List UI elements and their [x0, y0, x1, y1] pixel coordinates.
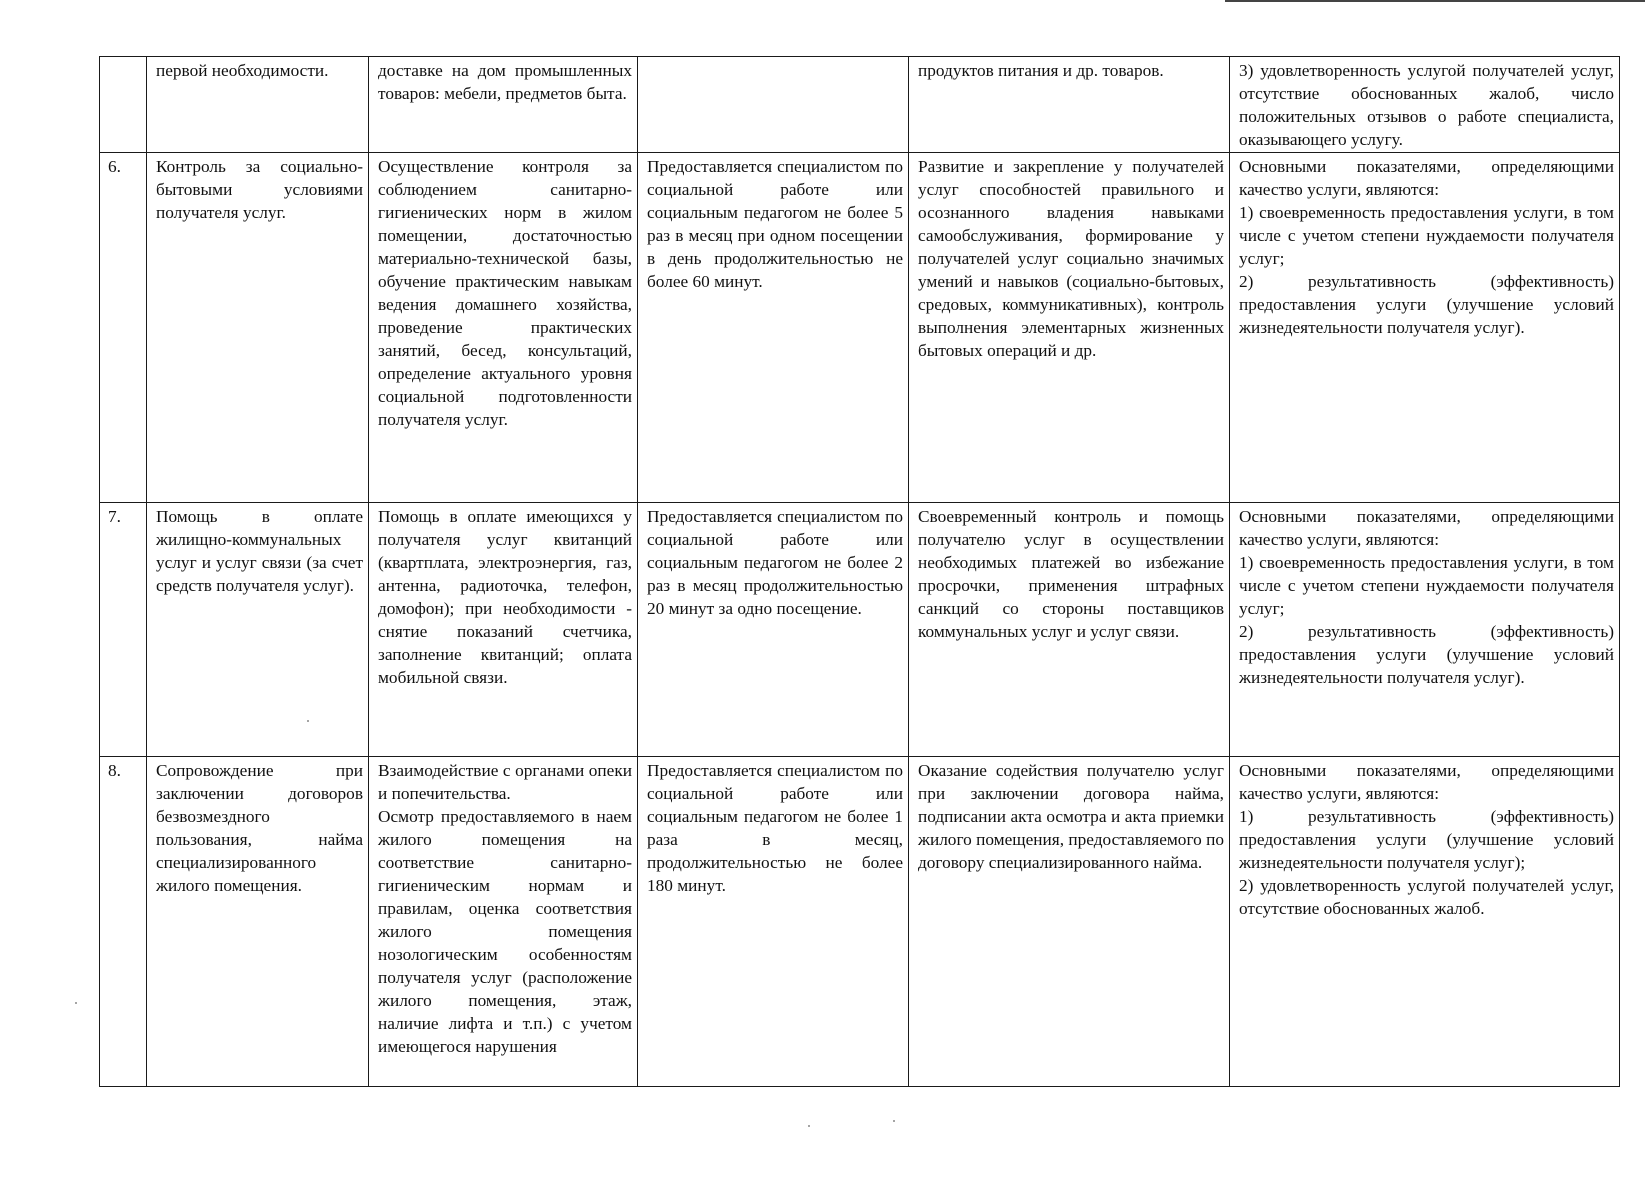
table-row	[100, 153, 1620, 503]
service-name: Помощь в оплате жилищно-коммунальных услуг и услуг связи (за счет средств получателя услуг).	[147, 503, 369, 757]
table-row	[100, 57, 1620, 153]
service-result: Своевременный контроль и помощь получателю услуг в осуществлении необходимых платежей во избежание просрочки, применения штрафных санкций со стороны поставщиков коммунальных услуг и услуг связи.	[909, 503, 1230, 757]
service-content: доставке на дом промышленных товаров: мебели, предметов быта.	[369, 57, 638, 153]
scan-speck	[808, 1125, 810, 1127]
scan-speck	[75, 1002, 77, 1004]
service-frequency: Предоставляется специалистом по социальной работе или социальным педагогом не более 2 раз в месяц продолжительностью 20 минут за одно посещение.	[638, 503, 909, 757]
service-content: Взаимодействие с органами опеки и попечительства. Осмотр предоставляемого в наем жилого помещения на соответствие санитарно-гигиеническим нормам и правилам, оценка соответствия жилого помещения нозологическим особенностям получателя услуг (расположение жилого помещения, этаж, наличие лифта и т.п.) с учетом имеющегося нарушения	[369, 757, 638, 1087]
service-quality: Основными показателями, определяющими качество услуги, являются: 1) своевременность предоставления услуги, в том числе с учетом степени нуждаемости получателя услуг; 2) результативность (эффективность) предоставления услуги (улучшение условий жизнедеятельности получателя услуг).	[1230, 503, 1620, 757]
scan-speck	[307, 720, 309, 722]
row-number	[100, 57, 147, 153]
service-result: Оказание содействия получателю услуг при заключении договора найма, подписании акта осмотра и акта приемки жилого помещения, предоставляемого по договору специализированного найма.	[909, 757, 1230, 1087]
service-name: Сопровождение при заключении договоров безвозмездного пользования, найма специализированного жилого помещения.	[147, 757, 369, 1087]
service-content: Помощь в оплате имеющихся у получателя услуг квитанций (квартплата, электроэнергия, газ, антенна, радиоточка, телефон, домофон); при необходимости - снятие показаний счетчика, заполнение квитанций; оплата мобильной связи.	[369, 503, 638, 757]
row-number: 7.	[100, 503, 147, 757]
row-number: 6.	[100, 153, 147, 503]
service-quality: 3) удовлетворенность услугой получателей услуг, отсутствие обоснованных жалоб, число положительных отзывов о работе специалиста, оказывающего услугу.	[1230, 57, 1620, 153]
services-table	[99, 56, 1620, 1087]
table-row	[100, 757, 1620, 1087]
service-name: Контроль за социально-бытовыми условиями получателя услуг.	[147, 153, 369, 503]
service-quality: Основными показателями, определяющими качество услуги, являются: 1) своевременность предоставления услуги, в том числе с учетом степени нуждаемости получателя услуг; 2) результативность (эффективность) предоставления услуги (улучшение условий жизнедеятельности получателя услуг).	[1230, 153, 1620, 503]
service-frequency: Предоставляется специалистом по социальной работе или социальным педагогом не более 5 раз в месяц при одном посещении в день продолжительностью не более 60 минут.	[638, 153, 909, 503]
service-content: Осуществление контроля за соблюдением санитарно-гигиенических норм в жилом помещении, достаточностью материально-технической базы, обучение практическим навыкам ведения домашнего хозяйства, проведение практических занятий, бесед, консультаций, определение актуального уровня социальной подготовленности получателя услуг.	[369, 153, 638, 503]
service-frequency: Предоставляется специалистом по социальной работе или социальным педагогом не более 1 раза в месяц, продолжительностью не более 180 минут.	[638, 757, 909, 1087]
service-frequency	[638, 57, 909, 153]
table-row	[100, 503, 1620, 757]
scan-edge-line	[1225, 0, 1645, 2]
service-quality: Основными показателями, определяющими качество услуги, являются: 1) результативность (эффективность) предоставления услуги (улучшение условий жизнедеятельности получателя услуг); 2) удовлетворенность услугой получателей услуг, отсутствие обоснованных жалоб.	[1230, 757, 1620, 1087]
service-result: Развитие и закрепление у получателей услуг способностей правильного и осознанного владения навыками самообслуживания, формирование у получателей услуг социально значимых умений и навыков (социально-бытовых, средовых, коммуникативных), контроль выполнения элементарных жизненных бытовых операций и др.	[909, 153, 1230, 503]
scan-speck	[893, 1120, 895, 1122]
service-name: первой необходимости.	[147, 57, 369, 153]
service-result: продуктов питания и др. товаров.	[909, 57, 1230, 153]
row-number: 8.	[100, 757, 147, 1087]
